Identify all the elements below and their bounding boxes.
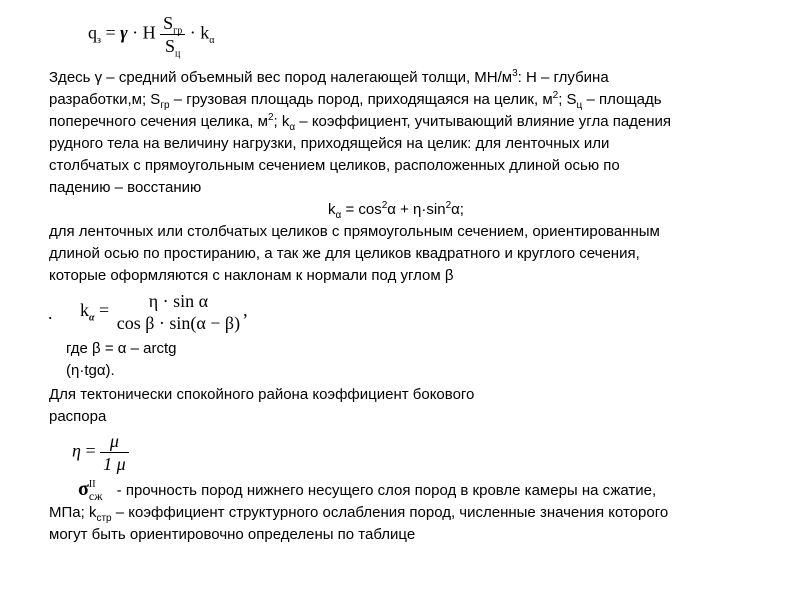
formula-text: S <box>163 13 174 33</box>
text: 2 <box>445 200 452 211</box>
text: α <box>289 122 296 133</box>
text: гр <box>160 100 170 111</box>
text: – коэффициент структурного ослабления пород, численные значения которого <box>111 504 669 521</box>
formula-text: η · sin α <box>148 291 209 311</box>
text-line <box>49 111 671 133</box>
bullet: . <box>48 303 53 323</box>
formula-text: з <box>97 35 101 47</box>
formula-eta <box>72 430 129 475</box>
formula-text: q <box>88 22 97 43</box>
text: ; S <box>558 91 577 108</box>
text: k <box>328 201 336 218</box>
text: II <box>88 479 96 491</box>
fraction <box>100 430 129 475</box>
text: стр <box>96 513 112 524</box>
formula-text: ц <box>175 48 181 60</box>
formula-text: гр <box>173 25 183 37</box>
text-line: рудного тела на величину нагрузки, приходящейся на целик: для ленточных или <box>49 135 610 152</box>
text-line <box>49 67 609 89</box>
text: 2 <box>552 90 559 101</box>
text: – площадь <box>582 91 662 108</box>
text: ц <box>576 100 583 111</box>
text-line: для ленточных или столбчатых целиков с прямоугольным сечением, ориентированным <box>49 223 660 240</box>
text-line <box>49 89 662 111</box>
formula-text: α <box>209 35 215 47</box>
formula-text: S <box>164 36 175 56</box>
text-line: могут быть ориентировочно определены по таблице <box>49 526 416 543</box>
text: – коэффициент, учитывающий влияние угла падения <box>295 113 672 130</box>
text: разработки,м; S <box>49 91 161 108</box>
text: 3 <box>512 68 518 79</box>
text: ; k <box>273 113 290 130</box>
text: поперечного сечения целика, м <box>49 113 268 130</box>
text: 2 <box>381 200 388 211</box>
text: α + η·sin <box>387 201 446 218</box>
formula-text: α <box>89 312 95 324</box>
formula-k-alpha <box>328 199 464 221</box>
fraction <box>160 12 185 60</box>
formula-text: cos β · sin(α − β) <box>116 313 241 333</box>
text-line: столбчатых с прямоугольным сечением целиков, расположенных длиной осью по <box>49 157 620 174</box>
formula-text: · k <box>189 22 210 43</box>
text-line: Для тектонически спокойного района коэффициент бокового <box>49 386 475 403</box>
text: : H – глубина <box>517 69 609 86</box>
text-line: длиной осью по простиранию, а так же для целиков квадратного и круглого сечения, <box>49 245 640 262</box>
formula-k-alpha-inclined <box>80 290 248 334</box>
text: 2 <box>267 112 274 123</box>
formula-text: , <box>243 300 248 321</box>
text-line: где β = α – arctg <box>66 340 177 357</box>
text: - прочность пород нижнего несущего слоя пород в кровле камеры на сжатие, <box>112 482 657 499</box>
text-line: распора <box>49 408 107 425</box>
text: = cos <box>341 201 382 218</box>
formula-text: η <box>72 440 81 461</box>
text: сж <box>88 489 103 504</box>
formula-text: = <box>100 22 121 43</box>
text-line: (η·tgα). <box>66 362 115 379</box>
formula-text: = <box>80 440 101 461</box>
formula-text: k <box>80 300 89 321</box>
text: α <box>335 210 342 221</box>
text: α; <box>451 201 464 218</box>
text: МПа; k <box>49 504 97 521</box>
fraction <box>114 290 243 334</box>
formula-text: μ <box>100 430 129 453</box>
formula-text: γ <box>120 22 128 43</box>
sigma-symbol: σ <box>78 478 89 500</box>
text-line: которые оформляются с наклонам к нормали под углом β <box>49 267 454 284</box>
text-line <box>78 478 656 502</box>
formula-text: = <box>94 300 114 321</box>
formula-text: · H <box>127 22 156 43</box>
formula-q3 <box>88 12 215 60</box>
formula-text: 1 μ <box>103 454 126 474</box>
text: Здесь γ – средний объемный вес пород налегающей толщи, МН/м <box>49 69 513 86</box>
text-line <box>49 502 668 524</box>
text-line: падению – восстанию <box>49 179 202 196</box>
text: – грузовая площадь пород, приходящаяся на целик, м <box>169 91 553 108</box>
